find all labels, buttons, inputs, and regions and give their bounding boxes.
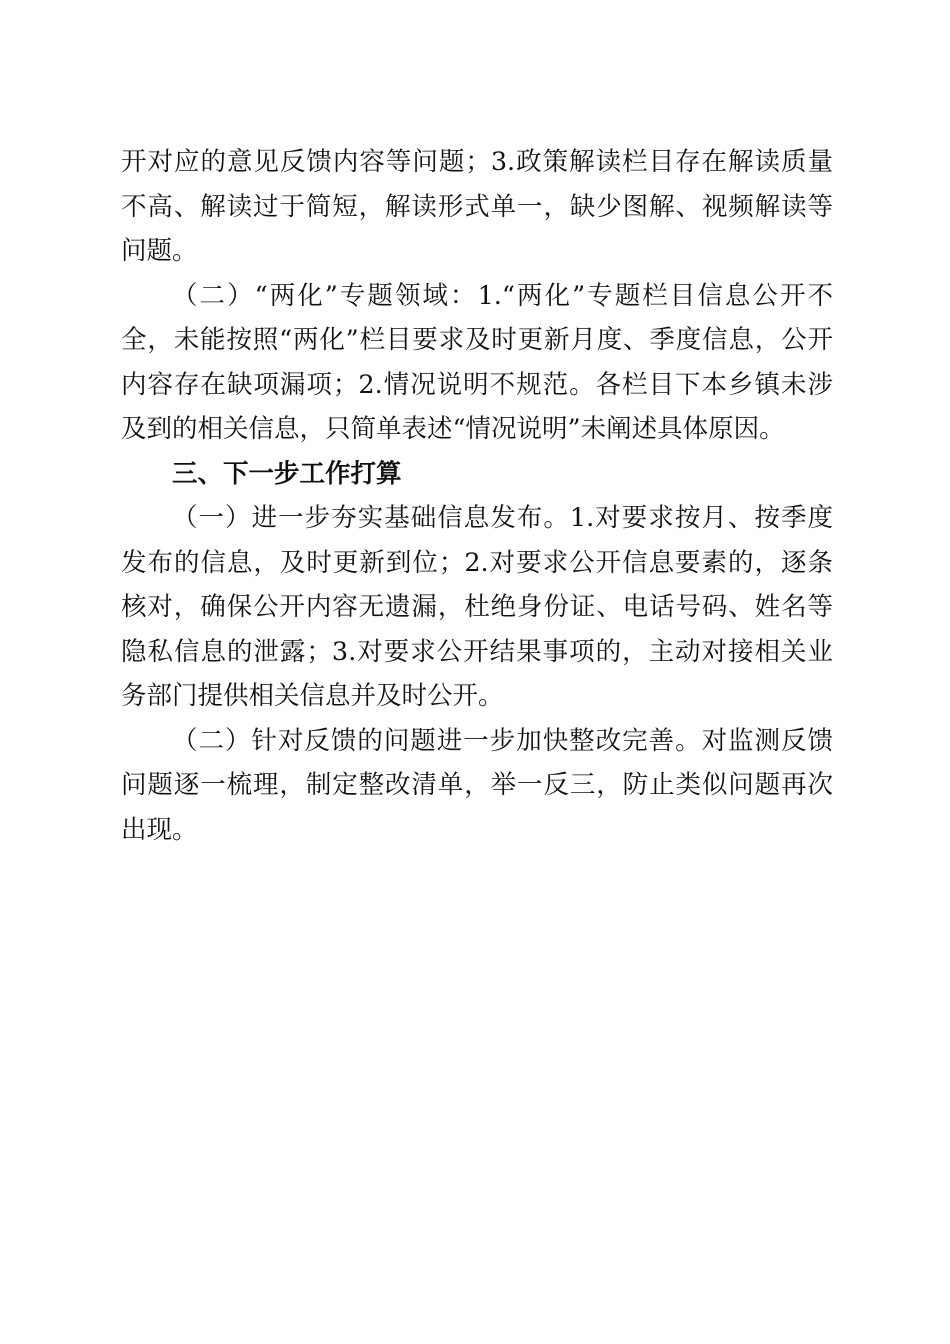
section-heading-next-steps: 三、下一步工作打算 (172, 458, 402, 489)
paragraph-rectification: （二）针对反馈的问题进一步加快整改完善。对监测反馈问题逐一梳理，制定整改清单，举一反三，防止类似问题再次出现。 (121, 725, 833, 845)
document-body (121, 140, 833, 852)
paragraph-liang-hua: （二）“两化”专题领域：1.“两化”专题栏目信息公开不全，未能按照“两化”栏目要求及时更新月度、季度信息，公开内容存在缺项漏项；2.情况说明不规范。各栏目下本乡镇未涉及到的相关信息，只简单表述“情况说明”未阐述具体原因。 (121, 280, 833, 444)
paragraph-basic-info: （一）进一步夯实基础信息发布。1.对要求按月、按季度发布的信息，及时更新到位；2.对要求公开信息要素的，逐条核对，确保公开内容无遗漏，杜绝身份证、电话号码、姓名等隐私信息的泄露；3.对要求公开结果事项的，主动对接相关业务部门提供相关信息并及时公开。 (121, 503, 833, 711)
paragraph-continuation: 开对应的意见反馈内容等问题；3.政策解读栏目存在解读质量不高、解读过于简短，解读形式单一，缺少图解、视频解读等问题。 (121, 147, 833, 266)
